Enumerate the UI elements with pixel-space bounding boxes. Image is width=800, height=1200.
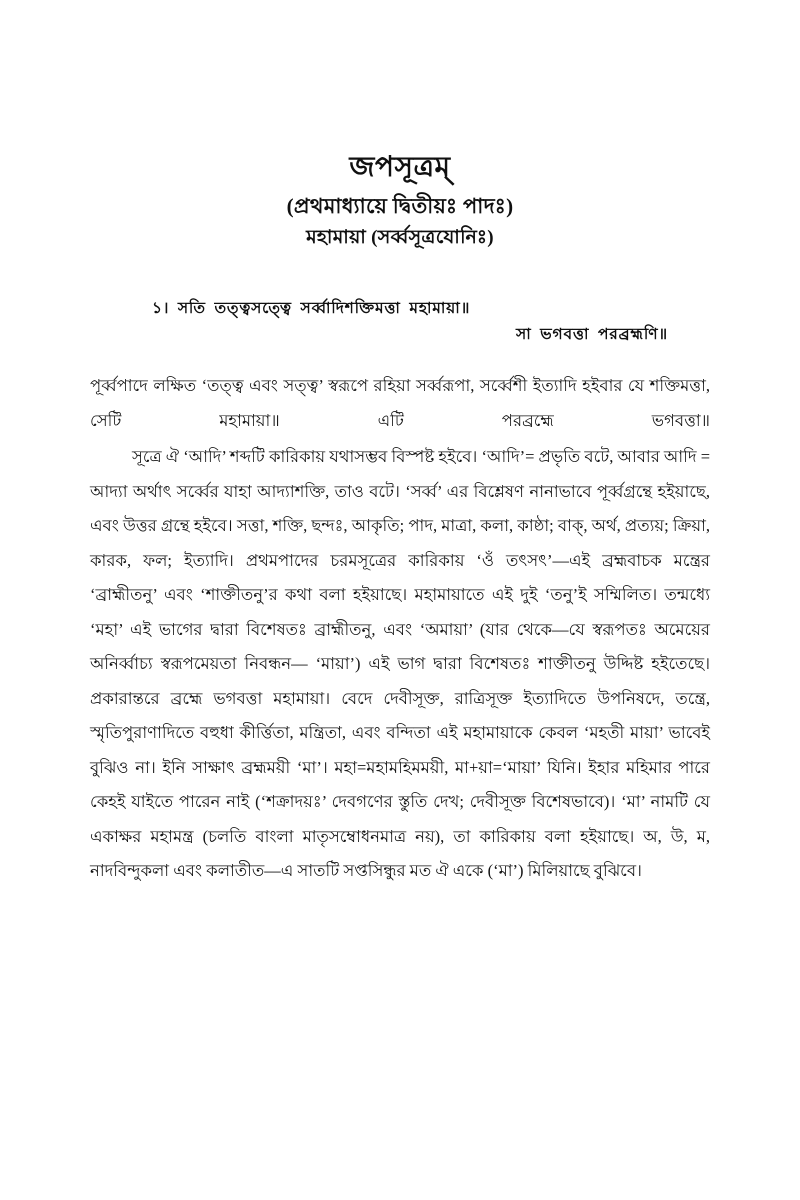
commentary-paragraph-1: পূর্ব্বপাদে লক্ষিত ‘তত্ত্ব এবং সত্ত্ব’ স্বরূপে রহিয়া সর্ব্বরূপা, সর্ব্বেশী ইত্যাদি হইবার যে শক্তিমত্তা, সেটি মহামায়া॥ এটি পরব্রহ্মে ভগবত্তা॥ (90, 376, 710, 430)
sutra-line-secondary: সা ভগবত্তা পরব্রহ্মণি॥ (515, 326, 668, 343)
sutra-line-primary: ১। সতি তত্ত্বসত্ত্বে সর্ব্বাদিশক্তিমত্তা মহামায়া॥ (152, 299, 471, 317)
chapter-subtitle: (প্রথমাধ্যায়ে দ্বিতীয়ঃ পাদঃ) (286, 194, 514, 218)
page-title: জপসূত্রম্ (349, 152, 451, 183)
page-content (90, 150, 710, 889)
title-block (90, 150, 710, 251)
topic-subtitle: মহামায়া (সর্ব্বসূত্রযোনিঃ) (306, 227, 494, 249)
sutra-block (90, 297, 710, 347)
commentary-paragraph-2: সূত্রে ঐ ‘আদি’ শব্দটি কারিকায় যথাসম্ভব বিস্পষ্ট হইবে। ‘আদি’= প্রভৃতি বটে, আবার আদি = আদ্যা অর্থাৎ সর্ব্বের যাহা আদ্যাশক্তি, তাও বটে। ‘সর্ব্ব’ এর বিশ্লেষণ নানাভাবে পূর্ব্বগ্রন্থে হইয়াছে, এবং উত্তর গ্রন্থে হইবে। সত্তা, শক্তি, ছন্দঃ, আকৃতি; পাদ, মাত্রা, কলা, কাষ্ঠা; বাক্, অর্থ, প্রত্যয়; ক্রিয়া, কারক, ফল; ইত্যাদি। প্রথমপাদের চরমসূত্রের কারিকায় ‘ওঁ তৎসৎ’—এই ব্রহ্মবাচক মন্ত্রের ‘ব্রাহ্মীতনু’ এবং ‘শাক্তীতনু’র কথা বলা হইয়াছে। মহামায়াতে এই দুই ‘তনু’ই সম্মিলিত। তন্মধ্যে ‘মহা’ এই ভাগের দ্বারা বিশেষতঃ ব্রাহ্মীতনু, এবং ‘অমায়া’ (যার থেকে—যে স্বরূপতঃ অমেয়ের অনির্ব্বাচ্য স্বরূপমেয়তা নিবন্ধন— ‘মায়া’) এই ভাগ দ্বারা বিশেষতঃ শাক্তীতনু উদ্দিষ্ট হইতেছে। প্রকারান্তরে ব্রহ্মে ভগবত্তা মহামায়া। বেদে দেবীসূক্ত, রাত্রিসূক্ত ইত্যাদিতে উপনিষদে, তন্ত্রে, স্মৃতিপুরাণাদিতে বহুধা কীর্ত্তিতা, মন্ত্রিতা, এবং বন্দিতা এই মহামায়াকে কেবল ‘মহতী মায়া’ ভাবেই বুঝিও না। ইনি সাক্ষাৎ ব্রহ্মময়ী ‘মা’। মহা=মহামহিমময়ী, মা+য়া=‘মায়া’ যিনি। ইহার মহিমার পারে কেহই যাইতে পারেন নাই (‘শক্রাদয়ঃ’ দেবগণের স্তুতি দেখ; দেবীসূক্ত বিশেষভাবে)। ‘মা’ নামটি যে একাক্ষর মহামন্ত্র (চলতি বাংলা মাতৃসম্বোধনমাত্র নয়), তা কারিকায় বলা হইয়াছে। অ, উ, ম, নাদবিন্দুকলা এবং কলাতীত—এ সাতটি সপ্তসিন্ধুর মত ঐ একে (‘মা’) মিলিয়াছে বুঝিবে। (90, 447, 710, 881)
